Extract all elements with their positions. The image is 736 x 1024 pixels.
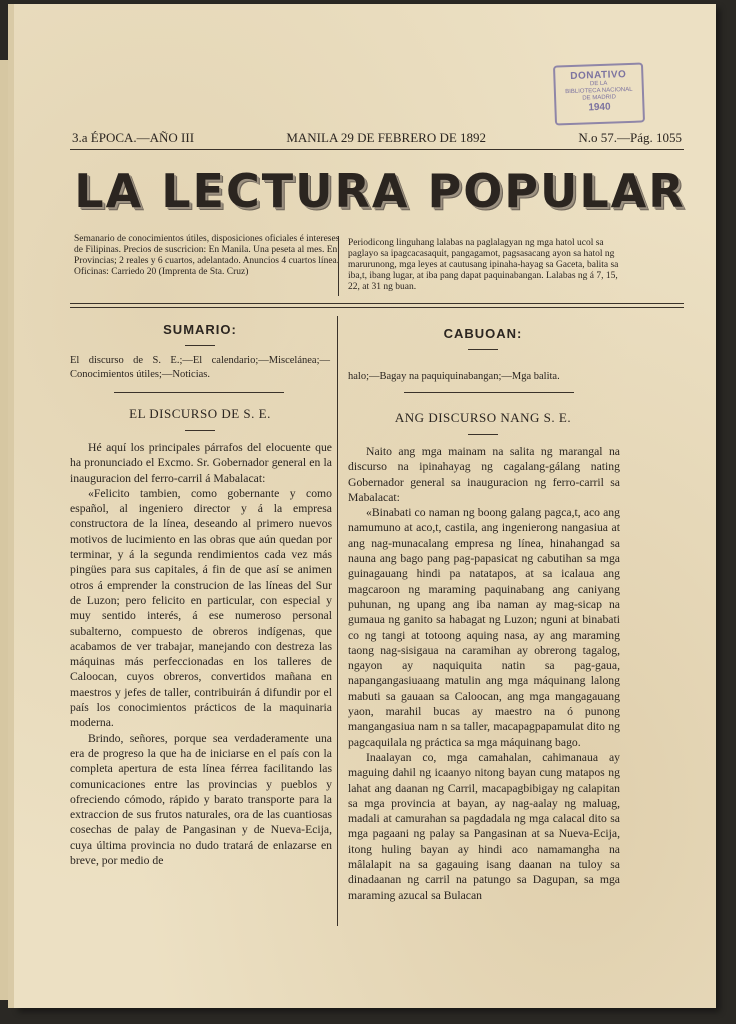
article-title-es: EL DISCURSO DE S. E. bbox=[129, 406, 271, 421]
header-rule bbox=[70, 149, 684, 150]
sumario-rule bbox=[185, 345, 215, 346]
stamp-year: 1940 bbox=[588, 101, 611, 114]
cabuoan-divider bbox=[404, 392, 574, 393]
library-stamp bbox=[553, 62, 645, 125]
sumario-divider bbox=[114, 392, 284, 393]
column-divider bbox=[337, 316, 338, 926]
subhead-tagalog: Periodicong linguhang lalabas na paglalagyan ng mga hatol ucol sa paglayo sa ipagcacasaquit, pangagamot, pagsasacang ayon sa hatol ng marurunong, mga leyes at cautusang ipinaha-hayag sa Gaceta, balita sa iba,t, ibang lugar, at iba pang dapat paquinabangan. Lalabas ng á 7, 15, 22, at 31 ng buan. bbox=[348, 238, 619, 292]
sumario-text: El discurso de S. E.;—El calendario;—Miscelánea;—Conocimientos útiles;—Noticias. bbox=[70, 355, 330, 380]
issue-date: MANILA 29 DE FEBRERO DE 1892 bbox=[286, 130, 487, 145]
cabuoan-rule bbox=[468, 349, 498, 350]
issue-number: N.o 57.—Pág. 1055 bbox=[578, 130, 682, 145]
cabuoan-title: CABUOAN: bbox=[443, 326, 523, 341]
paragraph: «Binabati co naman ng boong galang pagca,t, aco ang namumuno at aco,t, castila, ang ingenierong nangasiua at ang nag-munacalang empresa ng línea, hinahangad sa nauna ang bago pang pag-papasicat ng cabutihan sa mga guinagauang hindi pa natatapos, at sa icalaua ang magcaroon ng maraming paquinabang ang caniyang puhunan, ng upang ang iba naman ay mag-sicap na gumaua ng ganito sa habagat ng Luzon; nguni at binabati co ng tangi at totoong aquing nasa, ay ang maraming taong nag-sisigaua na caramihan ay obrerong tagalog, ngayon ay naquiquita natin sa pag-gaua, napangangasiuaang matulin ang mga máquinang lalong mabuti sa gauaan sa Caloocan, ang mga mangagauang yaon, marahil bucas ay maestro na ó punong mangangasiua nam n sa taller, macapagpapamulat dito ng pagcaquilala ng práctica sa mga máquinang bago. bbox=[348, 506, 620, 749]
article-rule-tl bbox=[468, 434, 498, 435]
paragraph: «Felicito tambien, como gobernante y como español, al ingeniero director y á la empresa constructora de la línea, deseando al primero nuevos motivos de lucimiento en las obras que aún quedan por terminar, y á la segunda rendimientos cada vez más pingües para sus capitales, á fin de que así se animen otros á emprender la construcion de las líneas del Sur de Luzon; pero felicito en particular, con especial y muy sentido interés, á ese numeroso personal subalterno, compuesto de obreros indígenas, que acabamos de ver trabajar, manejando con destreza las máquinas más perfeccionadas en los talleres de Caloocan, cuyos obreros, convertidos mañana en maestros y jefes de taller, contribuirán á difundir por el país los conocimientos prácticos de la maquinaria moderna. bbox=[70, 486, 332, 730]
issue-header bbox=[72, 130, 682, 146]
article-body-es bbox=[70, 440, 332, 868]
paragraph: Inaalayan co, mga camahalan, cahimanaua ay maguing dahil ng icaanyo nitong bayan cung matapos ng lahat ang daanan ng Carril, macapagbibigay ng calapitan sa mga provincia at bayan, ay nag-aalay ng maluag, madali at camurahan sa pagdadala ng mga calacal dito sa mga pagaani ng palay sa Pangasinan at sa Nueva-Ecija, itong huling bayan ay hindi aco namamangha na mâlalapit na sa gagauing isang daanan na tuloy sa dinadaanan ng carril na patungo sa Dagupan, sa mga maraming azucal sa Bulacan bbox=[348, 750, 620, 902]
sumario-title: SUMARIO: bbox=[163, 322, 237, 337]
stamp-line: DE MADRID bbox=[582, 94, 617, 102]
paragraph: Brindo, señores, porque sea verdaderamente una era de progreso la que ha de iniciarse en el país con la completa apertura de esta línea férrea facilitando las comunicaciones entre las provincias y pueblos y ofreciendo cómodo, rápido y barato transporte para la extraccion de sus frutos naturales, ora de las cuantiosas cosechas de palay de Pangasinan y de Nueva-Ecija, cuya última provincia no dudo tratará de enlazarse en breve, por medio de bbox=[70, 731, 332, 868]
article-body-tl bbox=[348, 444, 620, 903]
cabuoan-text: halo;—Bagay na paquiquinabangan;—Mga balita. bbox=[348, 371, 560, 382]
paragraph: Hé aquí los principales párrafos del elocuente que ha pronunciado el Excmo. Sr. Gobernador general en la inauguracion del ferro-carril á Mabalacat: bbox=[70, 441, 332, 485]
stamp-line: DE LA bbox=[589, 80, 608, 88]
masthead-title: LA LECTURA POPULAR bbox=[74, 164, 686, 218]
newspaper-page bbox=[14, 4, 716, 1008]
masthead-rule-bottom bbox=[70, 307, 684, 308]
paragraph: Naito ang mga mainam na salita ng marangal na discurso na ipinahayag ng cagalang-gálang nating Gobernador general sa inauguracion ng ferro-carril sa Mabalacat: bbox=[348, 445, 620, 504]
masthead-rule-top bbox=[70, 303, 684, 304]
stamp-line: BIBLIOTECA NACIONAL bbox=[565, 86, 633, 96]
stamp-line: DONATIVO bbox=[570, 69, 627, 82]
article-rule-es bbox=[185, 430, 215, 431]
subhead-divider bbox=[338, 236, 339, 296]
epoch-label: 3.a ÉPOCA.—AÑO III bbox=[72, 130, 195, 145]
subhead-spanish: Semanario de conocimientos útiles, disposiciones oficiales é intereses de Filipinas. Precios de suscricion: En Manila. Una peseta al mes. En Provincias; 2 reales y 6 cuartos, adelantado. Anuncios 4 cuartos línea. Oficinas: Carriedo 20 (Imprenta de Sta. Cruz) bbox=[74, 234, 340, 277]
article-title-tl: ANG DISCURSO NANG S. E. bbox=[394, 410, 572, 425]
